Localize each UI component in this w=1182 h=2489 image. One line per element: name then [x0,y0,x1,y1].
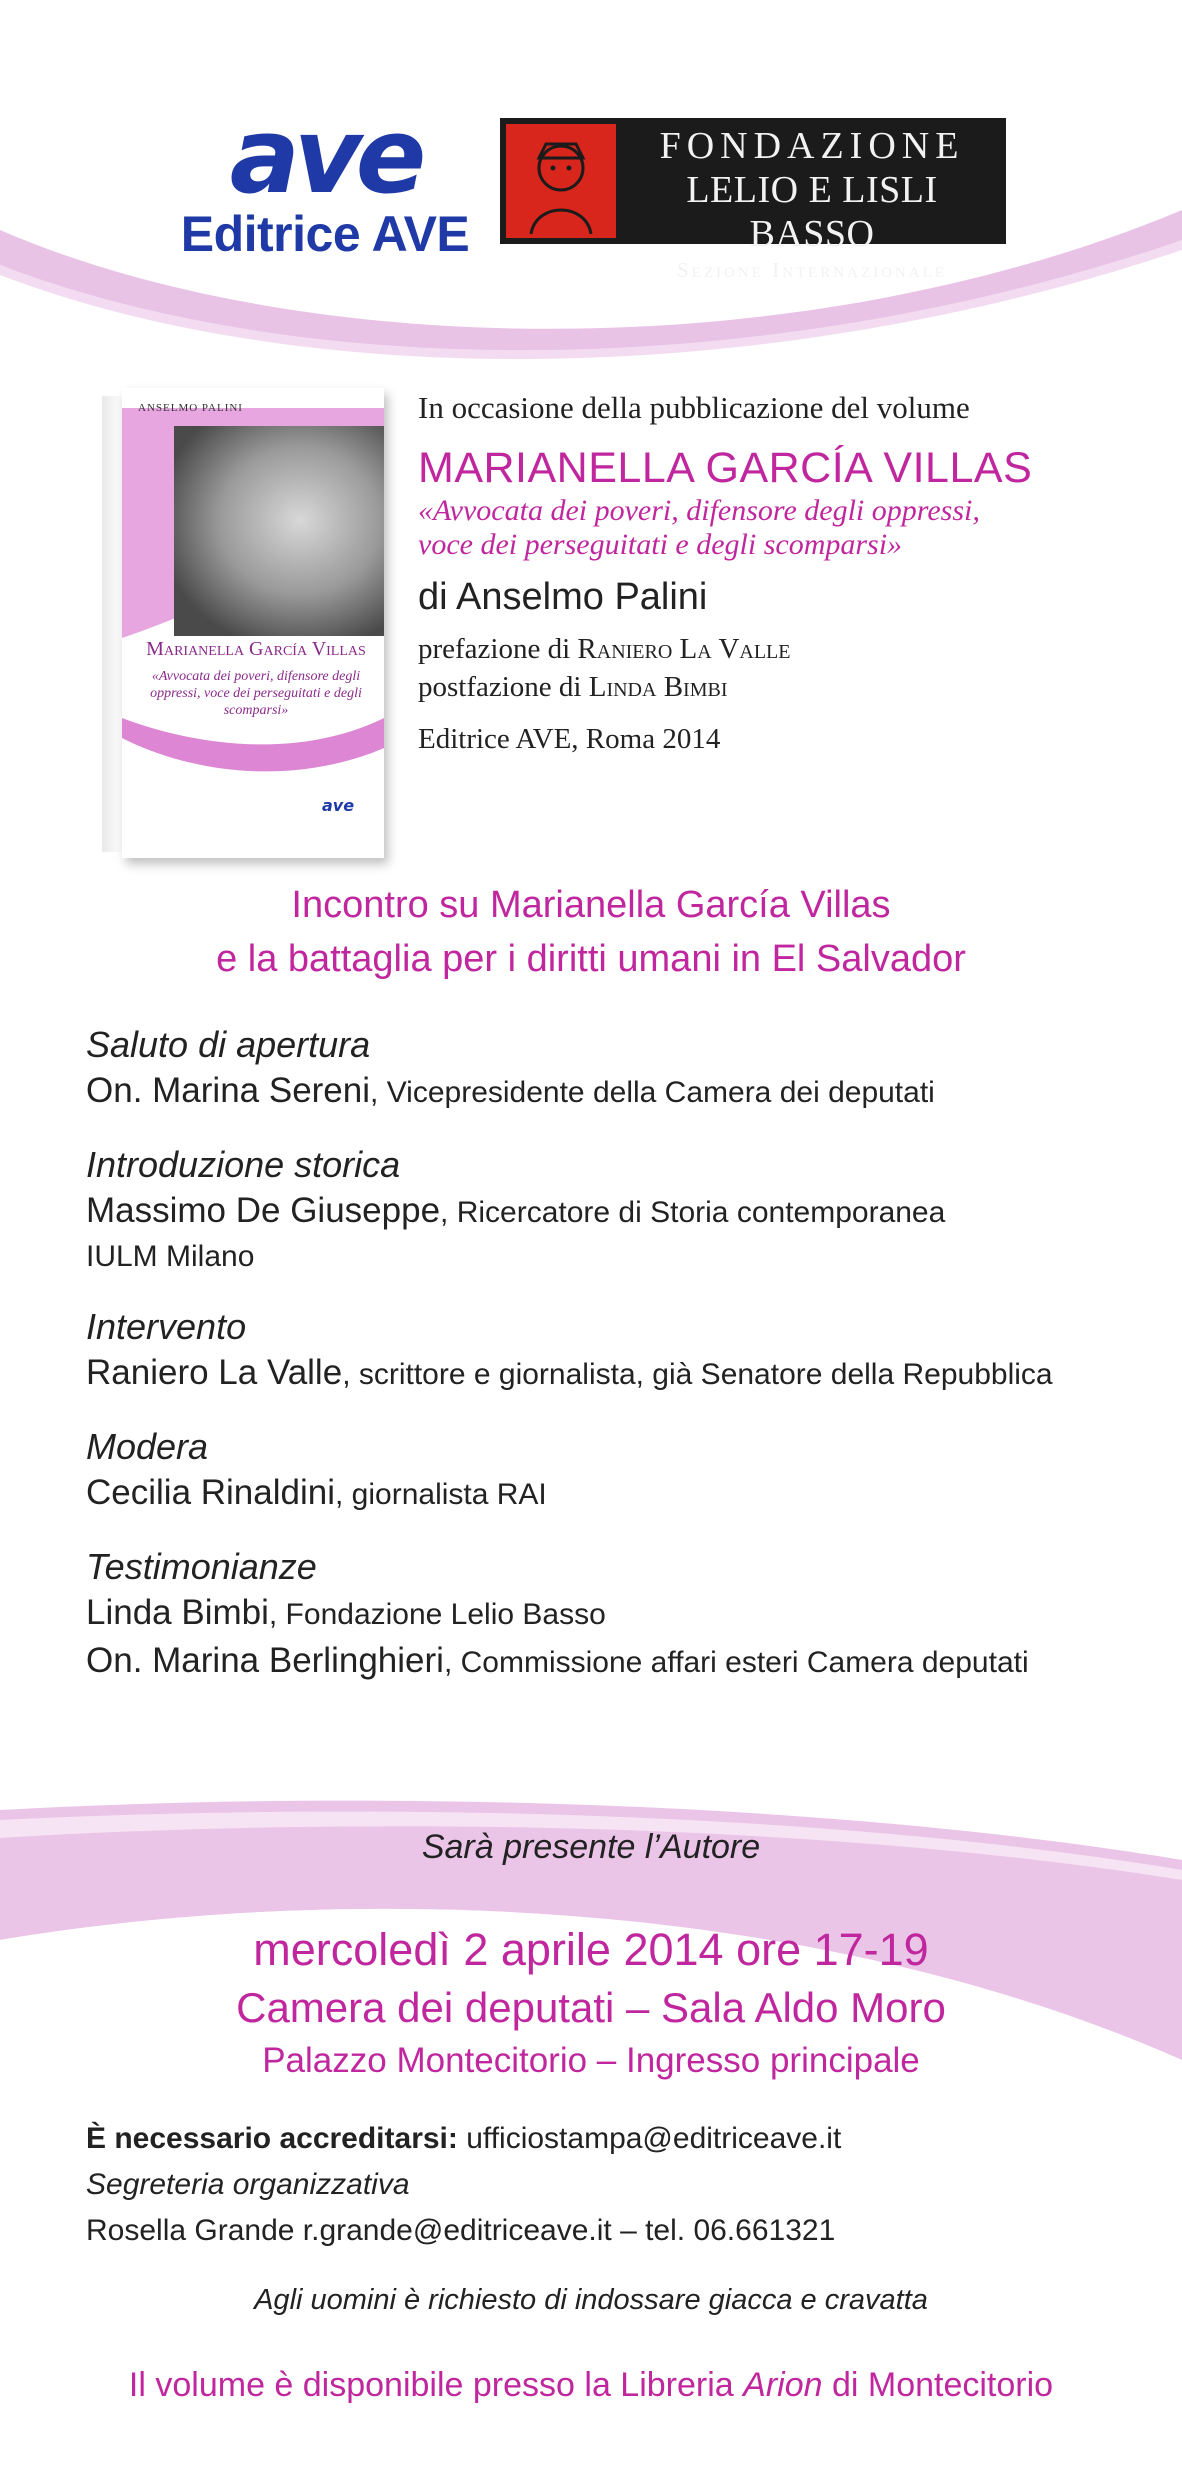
program-moderator [86,1424,1146,1518]
program-speaker [86,1068,1146,1116]
speaker-name: On. Marina Berlinghieri [86,1641,444,1680]
occasion-text: In occasione della pubblicazione del volume [418,390,970,425]
program-heading: Modera [86,1426,209,1467]
program [86,1022,1146,1712]
program-talk [86,1304,1146,1398]
speaker-role: , giornalista RAI [335,1478,547,1511]
foundation-name-line1: FONDAZIONE [659,125,965,167]
speaker-role: , Commissione affari esteri Camera deputati [443,1646,1029,1679]
foundation-name-line2: LELIO E LISLI BASSO [686,169,938,255]
preface-label: prefazione di [418,633,578,665]
registration-email[interactable]: ufficiostampa@editriceave.it [457,2122,842,2155]
secretariat-contact[interactable]: Rosella Grande r.grande@editriceave.it – tel. 06.661321 [86,2214,836,2247]
book-cover-author: ANSELMO PALINI [138,402,243,414]
book-front [122,388,384,858]
basso-foundation-logo [500,118,1006,282]
ave-logo-name: Editrice AVE [180,206,470,262]
foundation-section: Sezione Internazionale [677,258,947,282]
book-info [418,386,1138,758]
ave-logo [180,95,470,262]
program-heading: Intervento [86,1306,247,1347]
book-cover-image [102,388,384,858]
availability-prefix: Il volume è disponibile presso la Libreria [128,2366,744,2404]
postface-label: postfazione di [418,671,589,703]
event-when-where [0,1920,1182,2086]
program-heading: Saluto di apertura [86,1024,371,1065]
program-heading: Introduzione storica [86,1144,401,1185]
dress-code-note: Agli uomini è richiesto di indossare giacca e cravatta [254,2284,928,2316]
event-title [0,878,1182,986]
program-testimonies [86,1544,1146,1686]
book-cover-title: Marianella García Villas [146,638,366,660]
book-subtitle-line1: «Avvocata dei poveri, difensore degli oppressi, [418,494,980,527]
speaker-role: , scrittore e giornalista, già Senatore della Repubblica [342,1358,1053,1391]
speaker-role: , Ricercatore di Storia contemporanea [440,1196,946,1229]
speaker-name: Cecilia Rinaldini [86,1473,335,1512]
book-cover-publisher: ave [322,796,355,815]
event-title-line1: Incontro su Marianella García Villas [291,884,891,926]
availability-suffix: di Montecitorio [822,2366,1054,2404]
availability-store: Arion [743,2366,823,2404]
program-speaker [86,1188,1146,1236]
program-opening [86,1022,1146,1116]
speaker-name: Linda Bimbi [86,1593,269,1632]
program-heading: Testimonianze [86,1546,317,1587]
program-speaker [86,1638,1146,1686]
speaker-role: , Vicepresidente della Camera dei deputati [370,1076,935,1109]
author-present-note: Sarà presente l’Autore [421,1828,761,1866]
author-portrait [174,426,384,636]
book-title: MARIANELLA GARCÍA VILLAS [418,444,1033,492]
registration-info [86,2116,1146,2254]
event-title-line2: e la battaglia per i diritti umani in El Salvador [216,938,966,980]
foundation-emblem-icon [506,124,616,238]
speaker-role: , Fondazione Lelio Basso [268,1598,606,1631]
preface-name: Raniero La Valle [577,633,791,665]
event-place: Camera dei deputati – Sala Aldo Moro [236,1984,946,2031]
postface-name: Linda Bimbi [588,671,728,703]
book-author: di Anselmo Palini [418,576,708,618]
event-venue: Palazzo Montecitorio – Ingresso principale [262,2041,920,2080]
speaker-affiliation: IULM Milano [86,1240,255,1273]
speaker-name: On. Marina Sereni [86,1071,371,1110]
book-cover-subtitle: «Avvocata dei poveri, difensore degli oppressi, voce dei perseguitati e degli scomparsi» [150,669,362,718]
speaker-name: Massimo De Giuseppe [86,1191,441,1230]
secretariat-label: Segreteria organizzativa [86,2168,410,2201]
speaker-name: Raniero La Valle [86,1353,343,1392]
program-historical [86,1142,1146,1278]
program-speaker [86,1350,1146,1398]
registration-line [86,2116,1146,2162]
preface-credit [418,630,1138,668]
program-speaker [86,1470,1146,1518]
postface-credit [418,668,1138,706]
program-speaker [86,1590,1146,1638]
registration-label: È necessario accreditarsi: [86,2122,458,2155]
book-subtitle-line2: voce dei perseguitati e degli scomparsi» [418,528,903,561]
availability-note [0,2366,1182,2405]
book-edition: Editrice AVE, Roma 2014 [418,723,721,755]
ave-logo-mark: ave [229,95,421,217]
event-date: mercoledì 2 aprile 2014 ore 17-19 [253,1924,929,1975]
